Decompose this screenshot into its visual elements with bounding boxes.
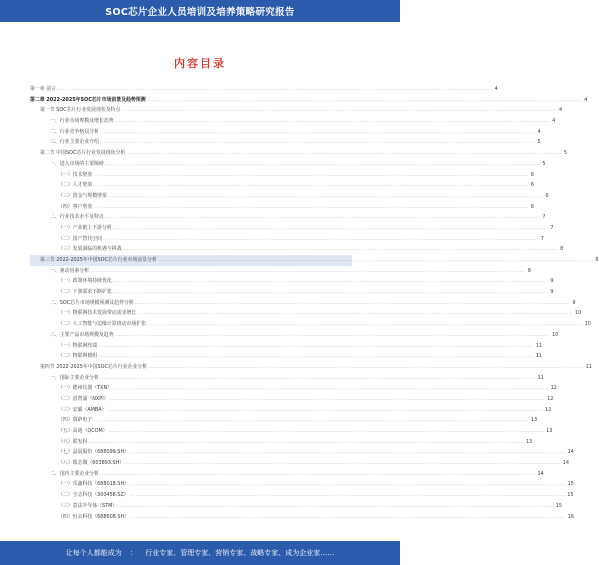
toc-entry-page: 4: [494, 86, 498, 92]
toc-entry-page: 14: [562, 460, 569, 467]
toc-entry[interactable]: [30, 437, 533, 448]
toc-entry-label: （四）客户壁垒: [58, 203, 93, 210]
footer-item: 管理专家: [180, 549, 209, 557]
toc-entry[interactable]: [30, 223, 554, 234]
toc-entry-page: 10: [552, 331, 559, 338]
toc-entry[interactable]: [30, 501, 563, 512]
footer-item-separator: 、: [208, 549, 216, 557]
toc-leader-dots: [130, 447, 566, 458]
table-of-contents: [30, 84, 599, 522]
toc-leader-dots: [125, 458, 561, 469]
toc-entry-label: （三）安霸（AMBA）: [58, 406, 107, 413]
toc-entry-label: （一）技术壁垒: [58, 171, 93, 178]
toc-entry[interactable]: [30, 116, 556, 127]
toc-entry-page: 7: [540, 235, 544, 242]
toc-entry[interactable]: [30, 159, 546, 170]
toc-entry-label: （二）人才壁垒: [58, 182, 93, 189]
toc-entry[interactable]: [30, 212, 546, 223]
toc-entry-page: 13: [530, 417, 538, 424]
toc-leader-dots: [100, 373, 536, 384]
toc-entry[interactable]: [30, 447, 574, 458]
toc-leader-dots: [90, 266, 526, 277]
toc-entry-page: 12: [545, 406, 552, 413]
header-bar: [0, 0, 400, 22]
toc-entry-label: （二）恩智浦（NXPI）: [58, 395, 109, 402]
toc-entry-page: 13: [546, 428, 553, 434]
toc-leader-dots: [113, 287, 549, 298]
toc-entry[interactable]: [30, 266, 531, 277]
toc-leader-dots: [147, 95, 583, 106]
toc-entry[interactable]: [30, 362, 592, 373]
toc-entry[interactable]: [30, 341, 542, 352]
toc-heading: 内容目录: [174, 57, 226, 70]
toc-entry-page: 11: [535, 353, 542, 360]
toc-entry-label: （一）德州仪器（TXN）: [58, 385, 113, 392]
toc-entry-label: （三）资金与规模壁垒: [58, 192, 107, 199]
toc-entry-label: （二）物联网模组: [58, 353, 98, 360]
toc-entry[interactable]: [30, 415, 538, 426]
toc-entry[interactable]: [30, 512, 574, 523]
toc-leader-dots: [57, 84, 493, 95]
footer-item: 战略专家: [250, 549, 279, 557]
toc-entry-label: （一）政策环境持续优化: [58, 278, 112, 285]
toc-entry-label: 第一章 前言: [30, 86, 57, 92]
toc-entry[interactable]: [30, 180, 534, 191]
toc-leader-dots: [105, 159, 541, 170]
toc-entry-label: （一）产业链上下游分析: [58, 224, 112, 231]
toc-entry-label: 一、国际主要企业分析: [50, 374, 99, 381]
toc-leader-dots: [130, 512, 566, 523]
toc-entry[interactable]: [30, 137, 541, 148]
toc-entry-page: 4: [552, 118, 556, 125]
toc-entry-label: 一、驱动因素分析: [50, 267, 90, 274]
toc-entry[interactable]: [30, 490, 574, 501]
toc-leader-dots: [93, 180, 529, 191]
toc-entry-label: （七）晶晨股份（688099.SH）: [58, 449, 130, 456]
toc-entry[interactable]: [30, 383, 557, 394]
toc-entry-label: （二）国产替代空间: [58, 235, 103, 242]
toc-entry-label: （二）全志科技（300458.SZ）: [58, 492, 129, 499]
toc-entry-label: 三、主要产品市场规模及趋势: [50, 331, 114, 338]
toc-entry-page: 6: [530, 182, 534, 189]
toc-entry-page: 14: [537, 470, 544, 477]
toc-entry-label: 二、行业技术水平及特点: [50, 214, 104, 221]
toc-entry[interactable]: [30, 287, 554, 298]
toc-entry[interactable]: [30, 170, 534, 181]
toc-entry-label: （六）联发科: [58, 438, 88, 445]
toc-entry-page: 13: [525, 438, 533, 445]
toc-leader-dots: [108, 191, 544, 202]
toc-entry-page: 8: [595, 257, 599, 263]
toc-leader-dots: [98, 351, 534, 362]
toc-entry-page: 15: [555, 502, 563, 509]
toc-leader-dots: [93, 202, 529, 213]
footer-item: 成为企业家……: [285, 549, 335, 557]
footer-bar: [0, 541, 400, 565]
footer-item-separator: 、: [243, 549, 251, 557]
toc-entry-label: （一）物联网终端: [58, 342, 98, 349]
toc-entry-page: 8: [560, 246, 564, 253]
toc-leader-dots: [147, 319, 583, 330]
toc-entry[interactable]: [30, 394, 554, 405]
toc-leader-dots: [113, 383, 549, 394]
toc-leader-dots: [100, 469, 536, 480]
toc-entry-label: （五）高通（QCOM）: [58, 428, 108, 434]
toc-entry-page: 4: [537, 128, 541, 135]
toc-entry[interactable]: [30, 95, 588, 106]
toc-entry-label: （三）发展面临的机遇与挑战: [58, 246, 122, 253]
toc-entry-page: 16: [567, 513, 574, 520]
toc-entry-page: 9: [550, 289, 554, 296]
footer-item-separator: 、: [278, 549, 286, 557]
toc-entry[interactable]: [30, 308, 582, 319]
toc-entry[interactable]: [30, 127, 541, 138]
toc-leader-dots: [100, 127, 536, 138]
toc-leader-dots: [115, 116, 551, 127]
toc-leader-dots: [93, 415, 529, 426]
toc-entry-page: 11: [535, 342, 542, 349]
footer-separator: ：: [130, 549, 137, 557]
toc-leader-dots: [121, 105, 557, 116]
toc-entry[interactable]: [30, 298, 576, 309]
toc-entry-page: 9: [550, 278, 554, 285]
toc-entry-label: 第三节 2022-2025年中国SOC芯片行业市场前景分析: [40, 257, 157, 263]
toc-leader-dots: [158, 255, 594, 266]
toc-leader-dots: [100, 137, 536, 148]
toc-entry-label: （八）瑞芯微（603893.SH）: [58, 460, 125, 467]
toc-entry[interactable]: [30, 255, 599, 266]
toc-entry-page: 4: [584, 96, 588, 103]
toc-entry-page: 6: [545, 192, 549, 199]
toc-leader-dots: [88, 437, 524, 448]
toc-entry[interactable]: [30, 148, 567, 159]
toc-entry[interactable]: [30, 469, 544, 480]
toc-entry-label: 第二章 2022-2025年SOC芯片市场前景及趋势预测: [30, 96, 146, 103]
toc-leader-dots: [148, 362, 584, 373]
toc-entry-page: 12: [547, 395, 554, 402]
toc-entry-page: 5: [563, 150, 567, 157]
toc-leader-dots: [115, 330, 551, 341]
toc-entry-page: 5: [537, 139, 541, 146]
toc-leader-dots: [110, 394, 546, 405]
toc-entry[interactable]: [30, 479, 574, 490]
toc-entry-label: （四）恒玄科技（688608.SH）: [58, 513, 130, 520]
toc-entry[interactable]: [30, 319, 591, 330]
toc-leader-dots: [93, 170, 529, 181]
toc-entry[interactable]: [30, 234, 544, 245]
toc-entry-label: 第一节 SOC芯片行业发展现状及特点: [40, 107, 121, 114]
toc-entry-label: 二、国内主要企业分析: [50, 470, 99, 477]
toc-entry-page: 8: [527, 267, 531, 274]
toc-leader-dots: [108, 405, 544, 416]
footer-item: 行业专家: [145, 549, 174, 557]
toc-entry-page: 15: [567, 481, 574, 488]
toc-entry-page: 4: [558, 107, 563, 114]
toc-entry-label: 三、行业主要企业介绍: [50, 139, 99, 146]
toc-entry[interactable]: [30, 84, 498, 95]
toc-entry-page: 12: [550, 385, 557, 392]
footer-items: [145, 549, 334, 557]
toc-entry[interactable]: [30, 426, 553, 437]
toc-entry[interactable]: [30, 373, 544, 384]
toc-leader-dots: [137, 308, 573, 319]
toc-leader-dots: [113, 223, 549, 234]
toc-entry-page: 14: [567, 449, 574, 456]
toc-entry-page: 10: [574, 310, 582, 317]
toc-leader-dots: [98, 341, 534, 352]
toc-leader-dots: [109, 426, 545, 437]
toc-entry-label: 一、进入市场的主要障碍: [50, 160, 104, 167]
toc-entry-label: （三）意法半导体（STM）: [58, 502, 118, 509]
toc-entry-label: （一）物联网技术发展带动需求增长: [58, 310, 137, 317]
toc-entry-label: 二、行业竞争格局分析: [50, 128, 99, 135]
toc-entry-label: （二）下游需求不断扩张: [58, 289, 112, 296]
toc-entry-label: （二）人工智能与边缘计算推动市场扩张: [58, 321, 147, 328]
toc-entry-label: 一、行业市场规模及增长态势: [50, 118, 114, 125]
footer-slogan: [0, 548, 400, 558]
toc-entry[interactable]: [30, 244, 564, 255]
toc-entry[interactable]: [30, 405, 552, 416]
toc-entry-page: 7: [550, 224, 554, 231]
footer-item-separator: 、: [173, 549, 181, 557]
report-title: SOC芯片企业人员培训及培养策略研究报告: [105, 7, 295, 18]
toc-entry-page: 5: [542, 160, 546, 167]
toc-entry-page: 11: [537, 374, 544, 381]
toc-entry-page: 7: [542, 214, 546, 221]
toc-entry[interactable]: [30, 351, 542, 362]
toc-entry-label: 第四节 2022-2025年中国SOC芯片行业企业分析: [40, 363, 148, 370]
toc-entry[interactable]: [30, 191, 549, 202]
toc-entry-page: 11: [585, 363, 592, 370]
toc-leader-dots: [113, 276, 549, 287]
toc-leader-dots: [130, 490, 566, 501]
toc-entry-page: 6: [530, 171, 534, 178]
toc-entry-page: 10: [584, 321, 591, 328]
toc-leader-dots: [105, 212, 541, 223]
toc-entry-page: 9: [572, 299, 576, 306]
toc-entry-page: 6: [530, 203, 534, 210]
toc-leader-dots: [126, 148, 562, 159]
toc-leader-dots: [135, 298, 571, 309]
toc-entry-label: 第二节 中国SOC芯片行业发展现状分析: [40, 150, 126, 157]
toc-leader-dots: [130, 479, 566, 490]
toc-entry[interactable]: [30, 458, 569, 469]
toc-entry[interactable]: [30, 330, 559, 341]
toc-leader-dots: [103, 234, 539, 245]
toc-entry-page: 15: [567, 492, 574, 499]
toc-entry-label: （四）瑞萨电子: [58, 417, 93, 424]
toc-entry-label: （一）乐鑫科技（688018.SH）: [58, 481, 130, 488]
toc-leader-dots: [123, 244, 559, 255]
toc-entry[interactable]: [30, 202, 534, 213]
footer-item: 营销专家: [215, 549, 244, 557]
footer-prefix: 让每个人都能成为: [65, 549, 122, 557]
toc-entry[interactable]: [30, 105, 563, 116]
toc-entry[interactable]: [30, 276, 554, 287]
toc-leader-dots: [118, 501, 554, 512]
toc-entry-label: 二、SOC芯片市场规模预测及趋势分析: [50, 299, 134, 306]
